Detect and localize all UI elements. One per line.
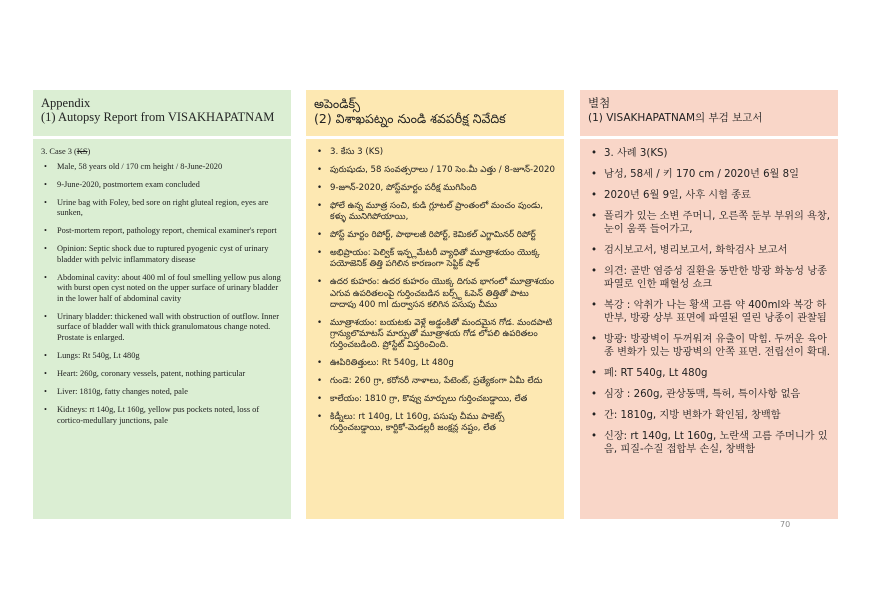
list-item: • 2020년 6월 9일, 사후 시험 종료: [591, 189, 751, 201]
bullet-icon: •: [591, 430, 598, 442]
english-title-line1: Appendix: [41, 96, 91, 110]
case-code: KS: [76, 147, 88, 156]
bullet-icon: •: [317, 147, 323, 157]
case-prefix: 3. Case 3 (: [41, 147, 77, 156]
bullet-icon: •: [44, 161, 47, 171]
korean-list: [588, 147, 830, 457]
english-list: [41, 162, 283, 427]
bullet-icon: •: [591, 148, 598, 159]
list-item: • కిడ్నీలు: rt 140g, Lt 160g, పసుపు చీము పాకెట్స్ గుర్తించబడ్డాయి, కార్టికో-మెడల్లరీ జంక్షన్ల నష్టం, లేత: [317, 412, 505, 434]
bullet-icon: •: [591, 410, 598, 422]
bullet-icon: •: [44, 351, 47, 361]
list-item: • Urinary bladder: thickened wall with obstruction of outflow. Inner surface of bladder wall with thick granulomatous change noted. Prostate is enlarged.: [44, 311, 280, 343]
bullet-icon: •: [317, 230, 323, 241]
list-item: • Kidneys: rt 140g, Lt 160g, yellow pus pockets noted, loss of cortico-medullary junctions, pale: [44, 405, 260, 425]
bullet-icon: •: [317, 277, 323, 288]
korean-column: [580, 90, 838, 519]
bullet-icon: •: [591, 334, 598, 346]
bullet-icon: •: [44, 405, 47, 414]
list-item: • Liver: 1810g, fatty changes noted, pale: [44, 387, 188, 397]
bullet-icon: •: [591, 389, 598, 401]
bullet-icon: •: [591, 210, 598, 222]
list-item: • 남성, 58세 / 키 170 cm / 2020년 6월 8일: [591, 168, 799, 180]
bullet-icon: •: [317, 183, 323, 193]
english-column: [33, 90, 291, 519]
list-item: • 폴리가 있는 소변 주머니, 오른쪽 둔부 부위의 욕창, 눈이 움푹 들어가고,: [591, 210, 830, 235]
list-item: • Male, 58 years old / 170 cm height / 8-June-2020: [44, 161, 223, 171]
bullet-icon: •: [591, 244, 598, 256]
bullet-icon: •: [317, 317, 323, 328]
korean-header: [580, 90, 838, 139]
english-title-line2: (1) Autopsy Report from VISAKHAPATNAM: [41, 110, 275, 124]
list-item: • ఊపిరితిత్తులు: Rt 540g, Lt 480g: [317, 358, 454, 369]
list-item: • 의견: 골반 염증성 질환을 동반한 방광 화농성 낭종 파열로 인한 패혈성 쇼크: [591, 265, 827, 291]
list-item: • అభిప్రాయం: పెల్విక్ ఇన్ఫ్లమేటరీ వ్యాధితో మూత్రాశయం యొక్క పయోజెనిక్ తిత్తి పగిలిన కారణంగా సెప్టిక్ షాక్: [317, 248, 540, 270]
bullet-icon: •: [317, 412, 323, 423]
list-item: • 간: 1810g, 지방 변화가 확인됨, 창백함: [591, 410, 781, 422]
list-item: • 방광: 방광벽이 두꺼워져 유출이 막힘. 두꺼운 육아종 변화가 있는 방광벽의 안쪽 표면. 전립선이 확대.: [591, 334, 830, 359]
list-item: • 3. కేసు 3 (KS): [317, 147, 384, 157]
telugu-title-line1: అపెండిక్స్: [314, 96, 361, 111]
bullet-icon: •: [44, 387, 47, 397]
telugu-title-line2: (2) విశాఖపట్నం నుండి శవపరీక్ష నివేదిక: [314, 111, 506, 126]
telugu-body: [306, 139, 564, 519]
bullet-icon: •: [44, 197, 47, 207]
list-item: • ఫోలే ఉన్న మూత్ర సంచి, కుడి గ్లూటల్ ప్రాంతంలో మంచం పుండు, కళ్ళు మునిగిపోయాయి,: [317, 201, 544, 223]
page-number: 70: [780, 520, 791, 529]
bullet-icon: •: [591, 168, 598, 180]
bullet-icon: •: [591, 189, 598, 201]
list-item: • Heart: 260g, coronary vessels, patent, nothing particular: [44, 369, 246, 379]
list-item: • పురుషుడు, 58 సంవత్సరాలు / 170 సెం.మీ ఎత్తు / 8-జూన్-2020: [317, 165, 555, 175]
telugu-column: [306, 90, 564, 519]
case-suffix: ): [87, 147, 91, 156]
bullet-icon: •: [44, 179, 47, 189]
list-item: • ఉదర కుహరం: ఉదర కుహరం యొక్క దిగువ భాగంలో మూత్రాశయం ఎగువ ఉపరితలంపై గుర్తించబడిన బర్స్ట్ ఓపెన్ తిత్తితో పాటు దాదాపు 400 ml దుర్వాసన కలిగిన పసుపు చీము: [317, 277, 555, 310]
bullet-icon: •: [44, 369, 47, 379]
list-item: • Lungs: Rt 540g, Lt 480g: [44, 351, 140, 361]
list-item: • పోస్ట్ మార్టం రిపోర్ట్, పాథాలజీ రిపోర్ట్, కెమికల్ ఎగ్జామినర్ రిపోర్ట్: [317, 230, 536, 241]
list-item: • 신장: rt 140g, Lt 160g, 노란색 고름 주머니가 있음, 피질-수질 접합부 손실, 창백함: [591, 430, 828, 456]
bullet-icon: •: [317, 165, 323, 175]
bullet-icon: •: [44, 244, 47, 254]
list-item: • కాలేయం: 1810 గ్రా, కొవ్వు మార్పులు గుర్తించబడ్డాయి, లేత: [317, 394, 528, 405]
bullet-icon: •: [317, 394, 323, 405]
list-item: • Urine bag with Foley, bed sore on right gluteal region, eyes are sunken,: [44, 197, 269, 218]
list-item: • 9-జూన్-2020, పోస్ట్‌మార్టం పరీక్ష ముగిసింది: [317, 183, 477, 193]
telugu-header: [306, 90, 564, 139]
korean-title-line1: 별첨: [588, 96, 611, 110]
list-item: • Post-mortem report, pathology report, chemical examiner's report: [44, 226, 277, 236]
list-item: • Opinion: Septic shock due to ruptured pyogenic cyst of urinary bladder with pelvic inflammatory disease: [44, 244, 269, 264]
english-case-heading: [41, 147, 283, 158]
korean-body: [580, 139, 838, 519]
bullet-icon: •: [317, 201, 323, 211]
bullet-icon: •: [317, 376, 323, 387]
bullet-icon: •: [317, 358, 323, 369]
english-body: [33, 139, 291, 519]
korean-title-line2: (1) VISAKHAPATNAM의 부검 보고서: [588, 112, 763, 124]
list-item: • Abdominal cavity: about 400 ml of foul smelling yellow pus along with burst open cyst noted on the upper surface of urinary bladder in the lower half of abdominal cavity: [44, 272, 281, 303]
list-item: • మూత్రాశయం: బయటకు వెళ్లే అడ్డంకితో మందమైన గోడ. మందపాటి గ్రాన్యులొమాటస్ మార్పుతో మూత్రాశయ గోడ లోపలి ఉపరితలం గుర్తించబడింది. ప్రోస్టేట్ విస్తరించింది.: [317, 317, 553, 351]
english-header: [33, 90, 291, 139]
telugu-list: [314, 147, 556, 435]
list-item: • 폐: RT 540g, Lt 480g: [591, 368, 708, 380]
bullet-icon: •: [591, 368, 598, 380]
list-item: • 3. 사례 3(KS): [591, 148, 668, 159]
bullet-icon: •: [317, 248, 323, 259]
list-item: • 심장 : 260g, 관상동맥, 특허, 특이사항 없음: [591, 389, 801, 401]
bullet-icon: •: [591, 299, 598, 311]
list-item: • గుండె: 260 గ్రా, కరోనరీ నాళాలు, పేటెంట్, ప్రత్యేకంగా ఏమీ లేదు: [317, 376, 543, 387]
list-item: • 9-June-2020, postmortem exam concluded: [44, 179, 200, 189]
bullet-icon: •: [591, 265, 598, 277]
bullet-icon: •: [44, 226, 47, 236]
bullet-icon: •: [44, 272, 47, 282]
bullet-icon: •: [44, 311, 47, 321]
list-item: • 복강 : 악취가 나는 황색 고름 약 400ml와 복강 하반부, 방광 상부 표면에 파열된 열린 낭종이 관찰됨: [591, 299, 827, 325]
list-item: • 검시보고서, 병리보고서, 화학검사 보고서: [591, 244, 788, 256]
